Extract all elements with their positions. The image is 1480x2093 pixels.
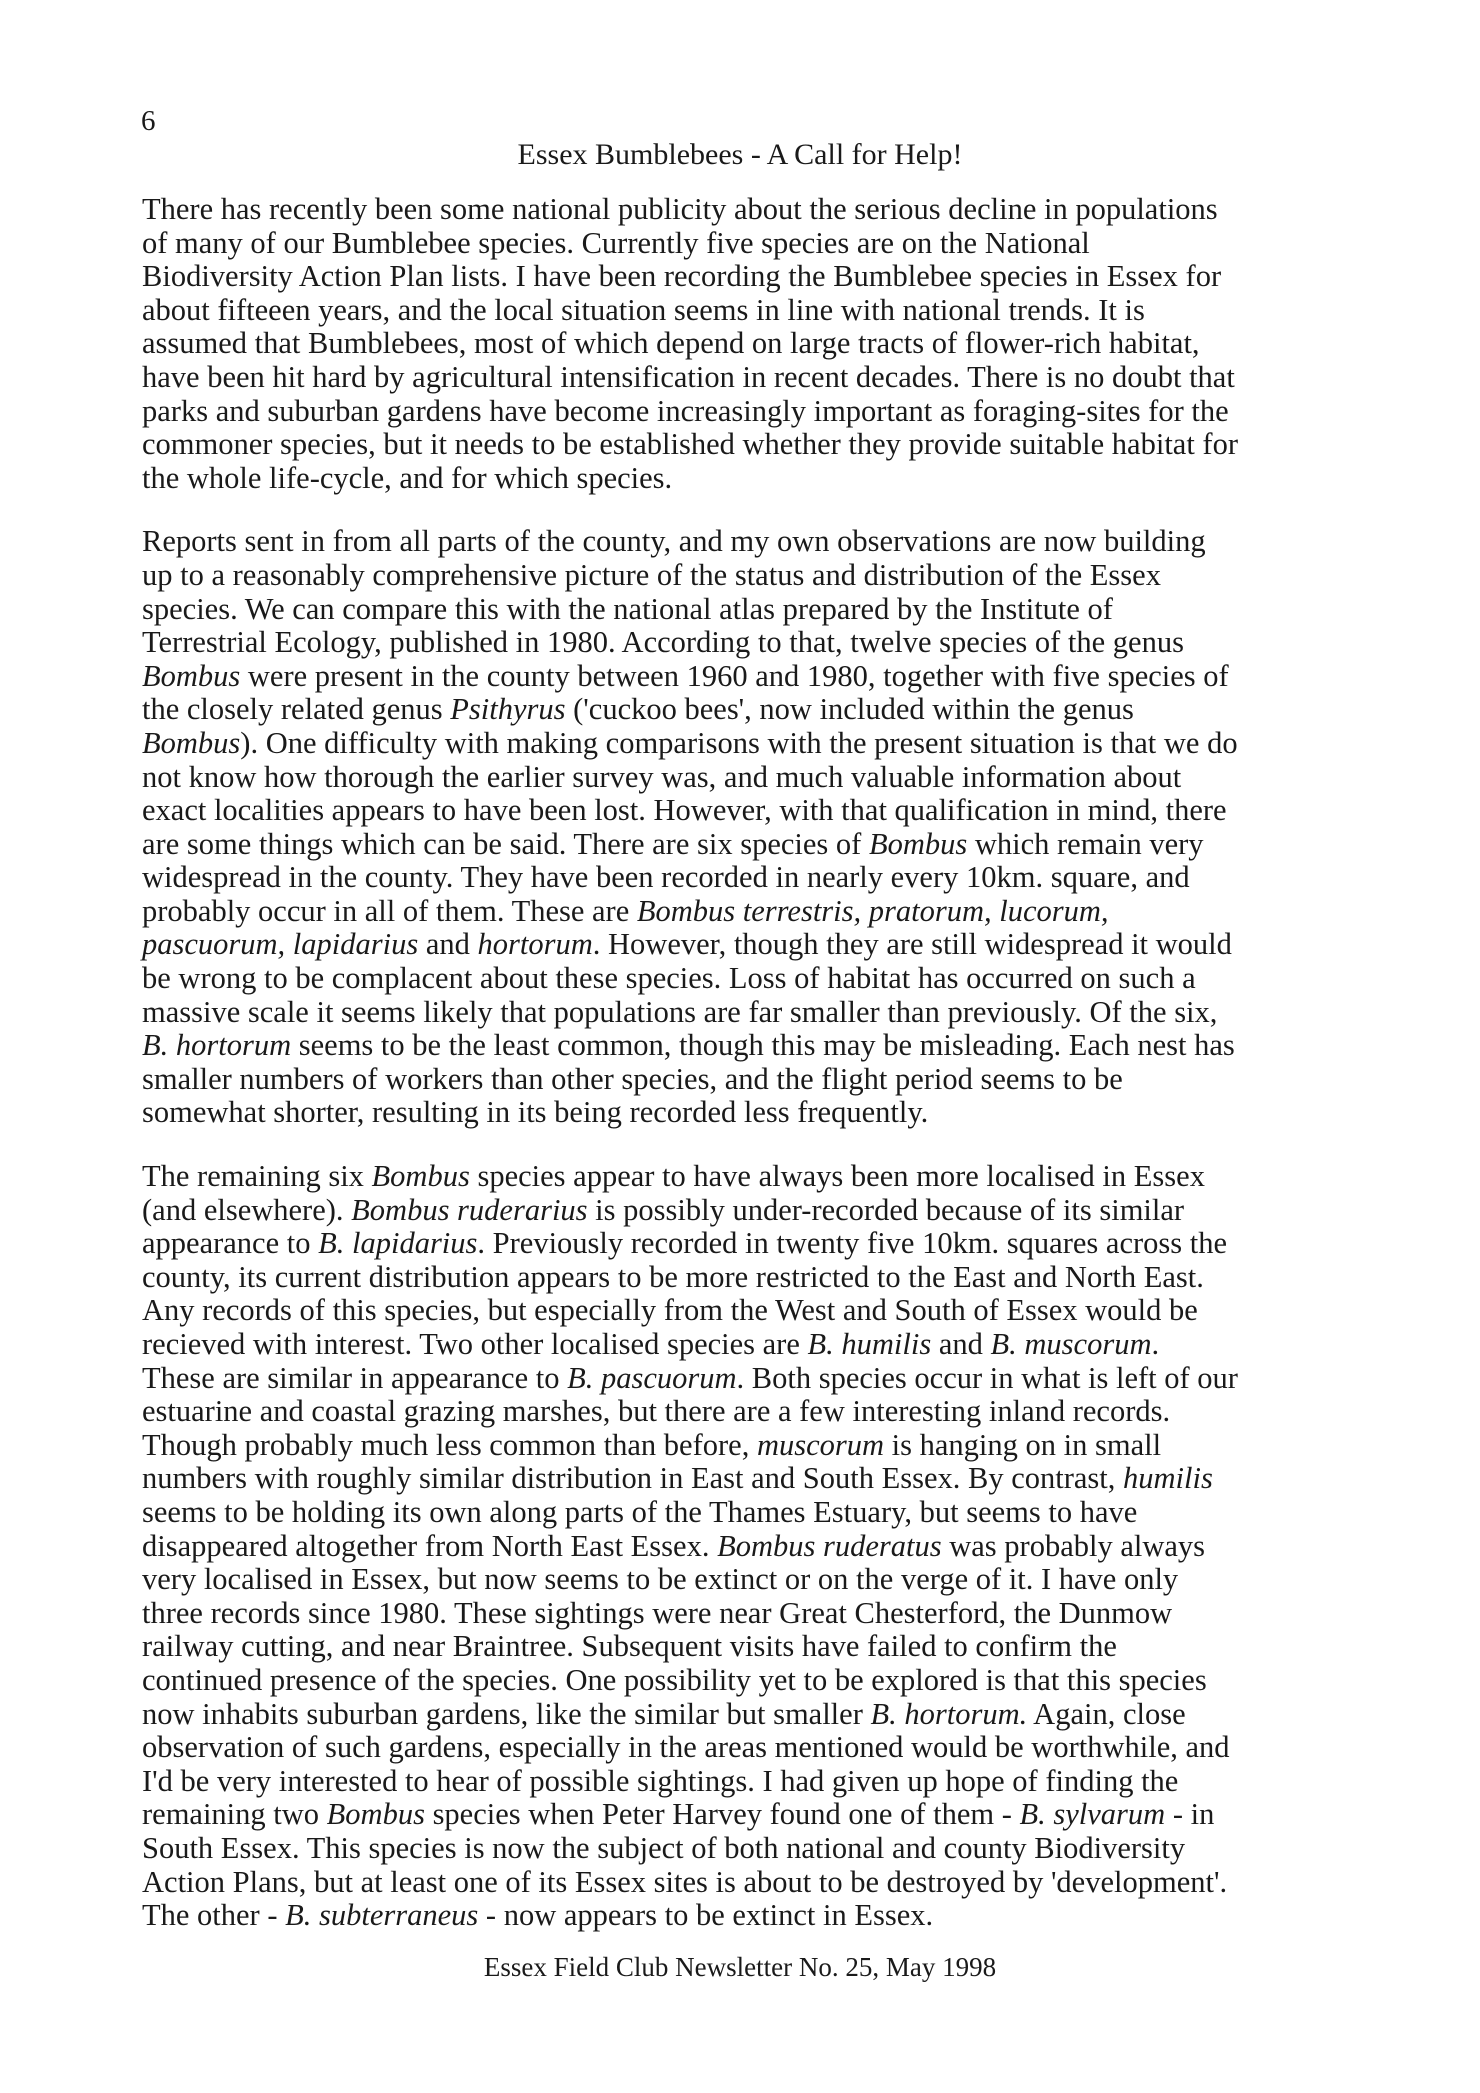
text-line: [142, 1630, 1317, 1664]
text-run: Terrestrial Ecology, published in 1980. According to that, twelve species of the genus: [142, 625, 1184, 660]
text-run: The remaining six: [142, 1159, 372, 1194]
text-run: disappeared altogether from North East Essex.: [142, 1528, 718, 1563]
text-run: massive scale it seems likely that populations are far smaller than previously. Of the six,: [142, 994, 1218, 1029]
text-run: Any records of this species, but especially from the West and South of Essex would be: [142, 1293, 1198, 1328]
italic-text: Bombus: [326, 1797, 425, 1832]
italic-text: B. muscorum: [990, 1327, 1152, 1361]
text-line: [142, 1698, 1317, 1732]
italic-text: B. sylvarum: [1019, 1797, 1166, 1832]
text-run: the whole life-cycle, and for which species.: [142, 460, 673, 495]
italic-text: muscorum: [756, 1427, 885, 1462]
text-line: [142, 1063, 1317, 1097]
text-run: . Both species occur in what is left of our: [736, 1360, 1238, 1395]
text-run: ). One difficulty with making comparisons with the present situation is that we do: [240, 725, 1238, 760]
text-run: I'd be very interested to hear of possible sightings. I had given up hope of finding the: [142, 1763, 1179, 1798]
text-line: [142, 1429, 1317, 1463]
italic-text: B. lapidarius: [318, 1226, 478, 1261]
text-line: [142, 1866, 1317, 1900]
text-line: [142, 861, 1317, 895]
text-run: appearance to: [142, 1226, 319, 1261]
text-run: and: [418, 927, 478, 962]
text-run: somewhat shorter, resulting in its being recorded less frequently.: [142, 1095, 929, 1130]
text-line: [142, 962, 1317, 996]
text-line: [142, 1765, 1317, 1799]
text-run: about fifteeen years, and the local situation seems in line with national trends. It is: [142, 292, 1145, 327]
text-run: These are similar in appearance to: [142, 1360, 568, 1395]
text-run: smaller numbers of workers than other species, and the flight period seems to be: [142, 1061, 1123, 1096]
text-run: be wrong to be complacent about these species. Loss of habitat has occurred on such a: [142, 961, 1196, 996]
text-run: numbers with roughly similar distribution in East and South Essex. By contrast,: [142, 1461, 1124, 1496]
text-run: county, its current distribution appears to be more restricted to the East and North East.: [142, 1259, 1204, 1294]
text-line: [142, 928, 1317, 962]
italic-text: B. subterraneus: [285, 1898, 479, 1933]
text-line: [142, 1194, 1317, 1228]
article-body: [142, 193, 1317, 1963]
text-run: recieved with interest. Two other localised species are: [142, 1327, 808, 1361]
italic-text: Bombus: [142, 658, 241, 693]
text-line: [142, 727, 1317, 761]
text-run: - in: [1165, 1797, 1215, 1832]
text-line: [142, 260, 1317, 294]
text-line: [142, 1294, 1317, 1328]
text-line: [142, 1227, 1317, 1261]
italic-text: B. hortorum.: [870, 1696, 1028, 1731]
italic-text: B. humilis: [807, 1327, 932, 1361]
text-run: species appear to have always been more localised in Essex: [469, 1159, 1205, 1194]
text-line: [142, 1899, 1317, 1933]
text-run: The other -: [142, 1898, 286, 1933]
italic-text: Bombus terrestris, pratorum, lucorum,: [636, 893, 1109, 928]
text-line: [142, 1029, 1317, 1063]
italic-text: Bombus: [142, 725, 241, 760]
text-run: and: [931, 1327, 991, 1361]
text-run: widespread in the county. They have been recorded in nearly every 10km. square, and: [142, 860, 1190, 895]
italic-text: Bombus ruderatus: [717, 1528, 942, 1563]
text-line: [142, 395, 1317, 429]
text-line: [142, 895, 1317, 929]
page-footer: Essex Field Club Newsletter No. 25, May 1998: [483, 1952, 997, 1982]
text-line: [142, 1496, 1317, 1530]
text-run: up to a reasonably comprehensive picture of the status and distribution of the Essex: [142, 557, 1161, 592]
text-line: [142, 593, 1317, 627]
text-run: assumed that Bumblebees, most of which depend on large tracts of flower-rich habitat,: [142, 326, 1200, 361]
text-run: three records since 1980. These sightings were near Great Chesterford, the Dunmow: [142, 1595, 1173, 1630]
text-run: is hanging on in small: [884, 1427, 1162, 1462]
text-run: parks and suburban gardens have become increasingly important as foraging-sites for the: [142, 393, 1229, 428]
italic-text: hortorum: [477, 927, 593, 962]
body-paragraph: [142, 1160, 1317, 1933]
text-run: Biodiversity Action Plan lists. I have been recording the Bumblebee species in Essex for: [142, 259, 1222, 294]
text-run: is possibly under-recorded because of its similar: [587, 1192, 1185, 1227]
text-line: [142, 1395, 1317, 1429]
text-run: railway cutting, and near Braintree. Subsequent visits have failed to confirm the: [142, 1629, 1117, 1664]
italic-text: pascuorum, lapidarius: [142, 927, 419, 962]
text-run: (and elsewhere).: [142, 1192, 352, 1227]
italic-text: B. hortorum: [142, 1028, 292, 1063]
text-run: species. We can compare this with the national atlas prepared by the Institute of: [142, 591, 1113, 626]
text-run: Action Plans, but at least one of its Essex sites is about to be destroyed by 'development'.: [142, 1864, 1228, 1899]
text-run: now inhabits suburban gardens, like the similar but smaller: [142, 1696, 871, 1731]
text-line: [142, 1798, 1317, 1832]
text-line: [142, 1096, 1317, 1130]
text-line: [142, 1362, 1317, 1396]
text-run: - now appears to be extinct in Essex.: [478, 1898, 934, 1933]
text-line: [142, 660, 1317, 694]
text-line: [142, 1597, 1317, 1631]
text-line: [142, 1261, 1317, 1295]
text-run: very localised in Essex, but now seems to be extinct or on the verge of it. I have only: [142, 1562, 1179, 1597]
text-run: South Essex. This species is now the subject of both national and county Biodiversity: [142, 1830, 1186, 1865]
text-run: ('cuckoo bees', now included within the genus: [565, 692, 1134, 727]
text-line: [142, 227, 1317, 261]
text-line: [142, 1731, 1317, 1765]
text-run: are some things which can be said. There are six species of: [142, 826, 869, 861]
text-line: [142, 794, 1317, 828]
text-run: commoner species, but it needs to be established whether they provide suitable habitat for: [142, 427, 1238, 462]
text-line: [142, 559, 1317, 593]
text-line: [142, 428, 1317, 462]
text-run: . However, though they are still widespread it would: [592, 927, 1232, 962]
text-line: [142, 996, 1317, 1030]
text-run: of many of our Bumblebee species. Currently five species are on the National: [142, 225, 1090, 260]
text-line: [142, 1328, 1317, 1362]
italic-text: Bombus: [371, 1159, 470, 1194]
italic-text: Psithyrus: [450, 692, 566, 727]
text-run: Reports sent in from all parts of the county, and my own observations are now building: [142, 524, 1206, 559]
text-run: estuarine and coastal grazing marshes, but there are a few interesting inland records.: [142, 1394, 1171, 1429]
italic-text: B. pascuorum: [567, 1360, 737, 1395]
text-run: continued presence of the species. One possibility yet to be explored is that this species: [142, 1662, 1207, 1697]
text-run: remaining two: [142, 1797, 327, 1832]
text-line: [142, 626, 1317, 660]
italic-text: Bombus: [868, 826, 968, 861]
text-line: [142, 761, 1317, 795]
article-title: Essex Bumblebees - A Call for Help!: [517, 138, 963, 171]
text-run: the closely related genus: [142, 692, 451, 727]
text-line: [142, 1832, 1317, 1866]
text-run: There has recently been some national publicity about the serious decline in populations: [142, 192, 1218, 226]
page-number: 6: [141, 105, 156, 137]
text-run: Though probably much less common than before,: [142, 1427, 757, 1462]
text-run: observation of such gardens, especially in the areas mentioned would be worthwhile, and: [142, 1730, 1230, 1765]
text-run: was probably always: [941, 1528, 1206, 1563]
text-run: seems to be the least common, though this may be misleading. Each nest has: [291, 1028, 1235, 1063]
italic-text: Bombus ruderarius: [351, 1192, 588, 1227]
text-run: Again, close: [1027, 1696, 1186, 1731]
text-line: [142, 193, 1317, 227]
text-run: seems to be holding its own along parts of the Thames Estuary, but seems to have: [142, 1494, 1138, 1529]
text-line: [142, 361, 1317, 395]
italic-text: humilis: [1123, 1461, 1213, 1496]
text-line: [142, 525, 1317, 559]
text-line: [142, 1563, 1317, 1597]
text-line: [142, 294, 1317, 328]
text-line: [142, 1462, 1317, 1496]
text-line: [142, 1530, 1317, 1564]
text-line: [142, 828, 1317, 862]
text-line: [142, 462, 1317, 496]
text-run: exact localities appears to have been lost. However, with that qualification in mind, there: [142, 793, 1227, 828]
body-paragraph: [142, 193, 1317, 495]
text-run: have been hit hard by agricultural intensification in recent decades. There is no doubt that: [142, 359, 1235, 394]
text-run: species when Peter Harvey found one of them -: [424, 1797, 1020, 1832]
text-run: not know how thorough the earlier survey was, and much valuable information about: [142, 759, 1182, 794]
text-line: [142, 1160, 1317, 1194]
text-run: were present in the county between 1960 and 1980, together with five species of: [240, 658, 1229, 693]
text-run: probably occur in all of them. These are: [142, 893, 637, 928]
text-run: .: [1151, 1327, 1160, 1361]
text-line: [142, 693, 1317, 727]
text-run: which remain very: [967, 826, 1204, 861]
body-paragraph: [142, 525, 1317, 1130]
text-run: . Previously recorded in twenty five 10km. squares across the: [477, 1226, 1228, 1261]
text-line: [142, 327, 1317, 361]
text-line: [142, 1664, 1317, 1698]
